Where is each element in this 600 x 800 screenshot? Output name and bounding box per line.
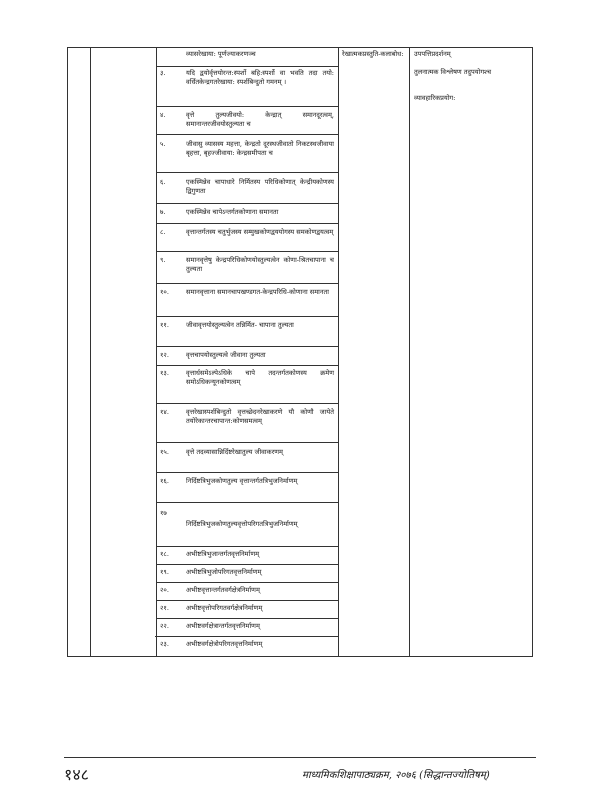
item-text: अभीष्टवर्गक्षेत्रान्तर्गतवृत्तनिर्माणम् (186, 622, 260, 630)
item-text: वृत्ते तदव्यासान्निर्दिष्टरेखातुल्य जीवाकरणम् (186, 448, 283, 456)
row-divider (156, 203, 338, 204)
item-text: अभीष्टवर्गक्षेत्रोपरिगतवृत्तनिर्माणम् (186, 640, 263, 648)
item-number: ३. (160, 69, 166, 77)
row-divider (156, 582, 338, 583)
item-number: ७. (160, 208, 166, 216)
item-text: निर्दिष्टत्रिभुजकोणतुल्यवृत्तोपरिगतत्रिभुजनिर्माणम् (186, 520, 298, 528)
item-text: जीवावृत्तयोस्तुल्यत्वेन तन्निर्मित- चापाना तुल्यता (186, 321, 294, 329)
item-text: एकस्मिन्नेव चापेऽन्तर्गतकोणाना समानता (186, 208, 279, 216)
item-number: २०. (160, 586, 169, 594)
item-text: अभीष्टत्रिभुजोपरिगतवृत्तनिर्माणम् (186, 568, 262, 576)
item-number: ९. (160, 256, 166, 264)
row-divider (156, 172, 338, 173)
item-number: १८. (160, 550, 169, 558)
item-number: १३. (160, 369, 169, 377)
row-divider (156, 66, 338, 67)
item-number: २२. (160, 622, 169, 630)
row-divider (156, 442, 338, 443)
curriculum-table (67, 47, 533, 657)
row-divider (156, 600, 338, 601)
column-divider (409, 48, 410, 656)
row-divider (156, 316, 338, 317)
item-number: २१. (160, 604, 169, 612)
item-text: वृत्तचापयोस्तुल्यत्वे जीवाना तुल्यता (186, 351, 266, 359)
row-divider (156, 403, 338, 404)
item-text: वृत्तरेखास्पर्शबिन्दुतो वृत्तच्छेदनरेखाकरणे यौ कोणौ जायेते तयोरेकान्तरचापान्त:कोणसमत्वम् (186, 408, 334, 425)
footer-rule (64, 757, 536, 758)
item-number: ११. (160, 321, 169, 329)
item-text: समानवृत्ताना समानचापखण्डगत-केन्द्रपरिधि-कोणाना समानता (186, 288, 330, 296)
row-divider (156, 106, 338, 107)
item-text: अभीष्टवृत्तोपरिगतवर्गक्षेत्रनिर्माणम् (186, 604, 263, 612)
item-text: वृत्ते तुल्यजीवयो: केन्द्रात् समानदूरत्वम्, समानान्तरजीवयोस्तुल्यता च (186, 111, 334, 128)
row-divider (156, 251, 338, 252)
activity-item: तुलनात्मक विश्लेषण तदुपयोगश्च (414, 68, 492, 76)
item-number: ४. (160, 111, 166, 119)
item-text: यदि द्वयोर्वृत्तयोरन्त:स्पर्शो बहि:स्पर्शो वा भवति तदा तयो: वर्धितकेन्द्रगतरेखाया: स्पर्शबिन्दुतो गमनम् । (186, 69, 334, 86)
row-divider (156, 365, 338, 366)
presentation-column-text: रेखात्मकप्रस्तुति-कलाबोध: (342, 50, 404, 58)
row-divider (156, 546, 338, 547)
row-divider (156, 502, 338, 503)
item-text: निर्दिष्टत्रिभुजकोणतुल्य वृत्तान्तर्गतत्रिभुजनिर्माणम् (186, 477, 298, 485)
row-divider (156, 472, 338, 473)
item-text: अभीष्टवृत्तान्तर्गतवर्गक्षेत्रनिर्माणम् (186, 586, 260, 594)
item-text: वृत्तान्तर्गतस्य चतुर्भुजस्य सम्मुखकोणद्वययोगस्य समकोणद्वयत्वम् (186, 228, 334, 236)
activity-item: उपपत्तिप्रदर्शनम् (414, 50, 451, 58)
row-divider (156, 346, 338, 347)
row-divider (156, 223, 338, 224)
item-number: ८. (160, 228, 166, 236)
row-divider (155, 636, 337, 637)
item-text: वृत्तार्धसमेऽल्पेऽधिके चापे तदन्तर्गतकोणस्य क्रमेण समोऽधिकन्यूनकोणत्वम् (186, 369, 334, 386)
item-number: १७ (160, 509, 167, 517)
item-number: २३. (160, 640, 169, 648)
row-divider (156, 618, 338, 619)
row-divider (156, 283, 338, 284)
item-number: ५. (160, 140, 166, 148)
column-divider (90, 48, 91, 656)
item-number: १२. (160, 351, 169, 359)
item-text: व्यासरेखाया: पूर्णज्याकरणञ्च (186, 50, 256, 58)
activity-item: व्यावहारिकप्रयोग: (414, 94, 456, 102)
item-number: १६. (160, 477, 169, 485)
column-divider (338, 48, 339, 656)
item-text: जीवासु व्यासस्य महत्ता, केन्द्रतो दूरस्थजीवातो निकटस्थजीवाया बृहत्ता, बृहज्जीवाया: केन्द्रसमीपता च (186, 140, 334, 157)
item-number: १०. (160, 288, 169, 296)
page-number: १४८ (64, 765, 89, 784)
item-text: एकस्मिन्नेव चापाधारे निर्मितस्य परिधिकोणात् केन्द्रीयकोणस्य द्विगुणता (186, 178, 334, 195)
running-title: माध्यमिकशिक्षापाठ्यक्रम, २०७६ (सिद्धान्तज्योतिषम्) (302, 770, 490, 781)
item-text: अभीष्टत्रिभुजान्तर्गतवृत्तनिर्माणम् (186, 550, 260, 558)
item-text: समानवृत्तेषु केन्द्रपरिधिकोणयोस्तुल्यत्वेन कोणा-श्रितचापाना च तुल्यता (186, 256, 334, 273)
item-number: १९. (160, 568, 169, 576)
item-number: १४. (160, 408, 169, 416)
row-divider (156, 134, 338, 135)
row-divider (156, 564, 338, 565)
item-number: ६. (160, 178, 166, 186)
item-number: १५. (160, 448, 169, 456)
